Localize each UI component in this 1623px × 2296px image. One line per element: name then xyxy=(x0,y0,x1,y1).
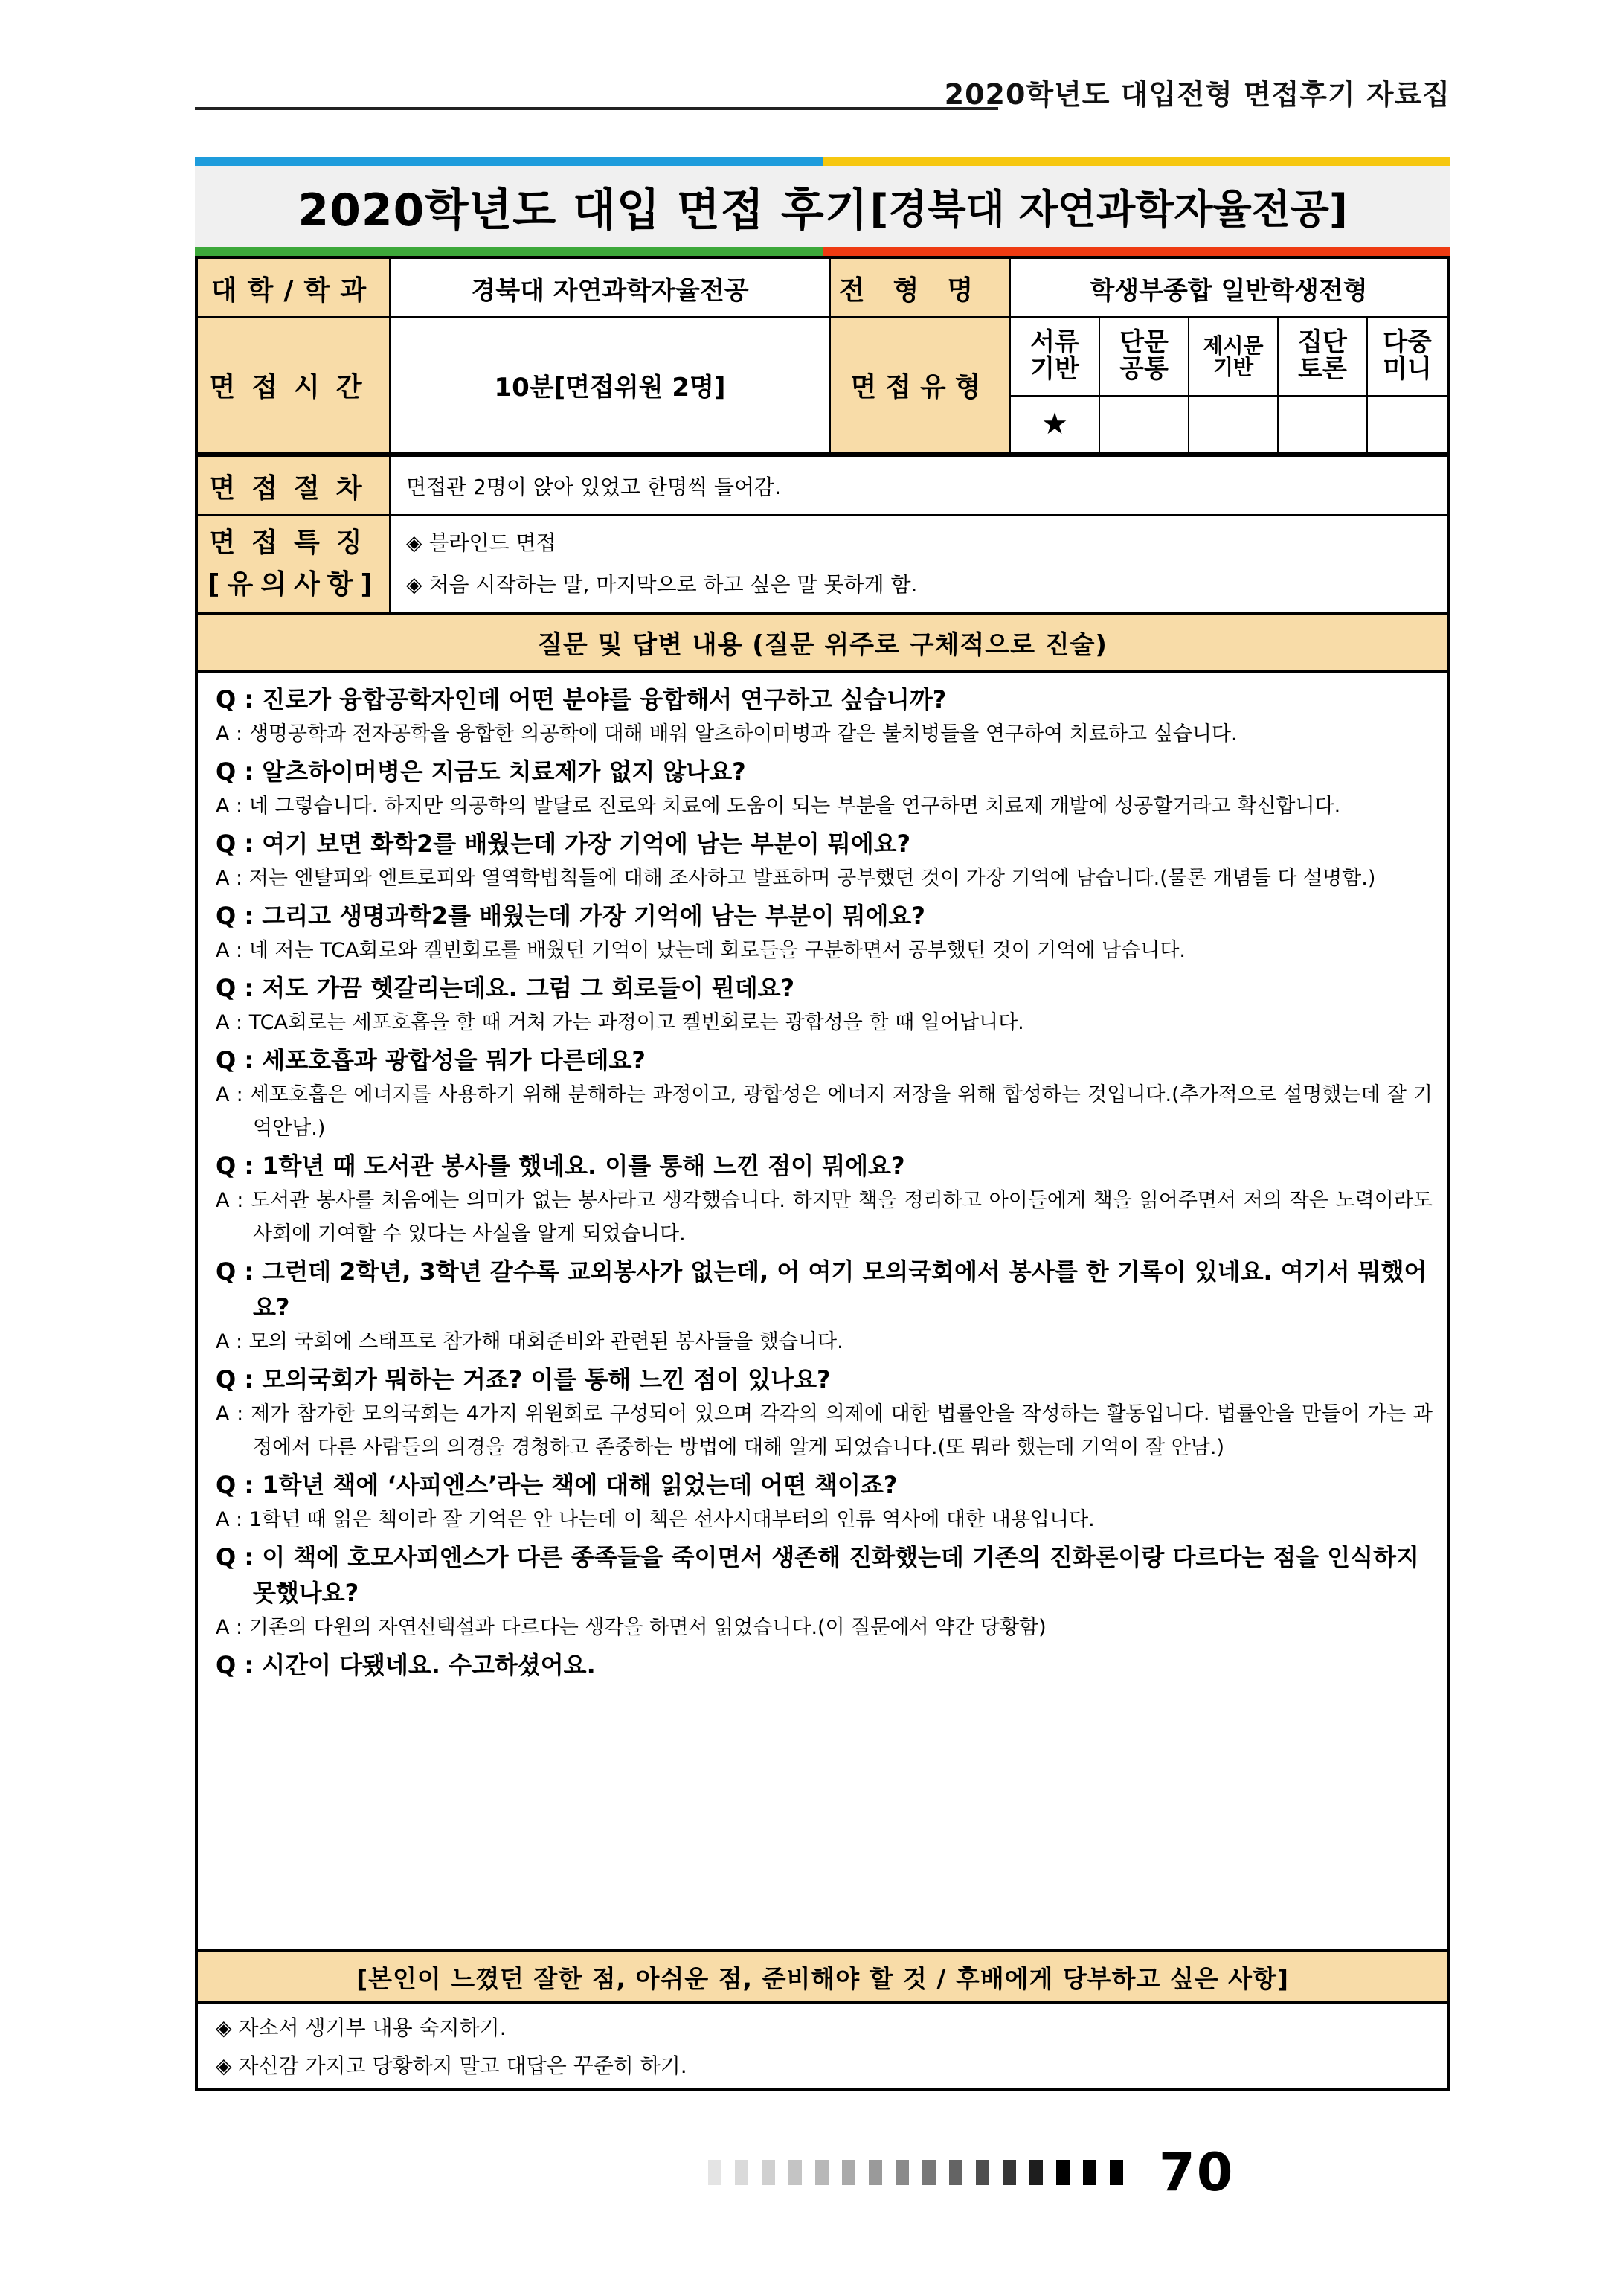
feature-item: ◈ 처음 시작하는 말, 마지막으로 하고 싶은 말 못하게 함. xyxy=(406,572,918,597)
time-label: 면접시간 xyxy=(198,317,390,452)
univ-value: 경북대 자연과학자율전공 xyxy=(471,275,749,306)
footer-square-icon xyxy=(922,2160,936,2185)
question: Q : 1학년 때 도서관 봉사를 했네요. 이를 통해 느낀 점이 뭐에요? xyxy=(216,1152,905,1180)
title-sub: [경북대 자연과학자율전공] xyxy=(870,186,1348,233)
type-multi-mini: 다중 미니 xyxy=(1383,327,1432,384)
tip-item: ◈ 자신감 가지고 당황하지 말고 대답은 꾸준히 하기. xyxy=(216,2053,687,2078)
type-mark-star-icon: ★ xyxy=(1041,407,1068,441)
tip-item: ◈ 자소서 생기부 내용 숙지하기. xyxy=(216,2016,507,2040)
footer-square-icon xyxy=(896,2160,909,2185)
running-header-text: 2020학년도 대입전형 면접후기 자료집 xyxy=(944,78,1450,111)
question: Q : 진로가 융합공학자인데 어떤 분야를 융합해서 연구하고 싶습니까? xyxy=(216,685,947,714)
question: Q : 그리고 생명과학2를 배웠는데 가장 기억에 남는 부분이 뭐에요? xyxy=(216,902,925,930)
title-banner xyxy=(195,157,1450,256)
grid-line xyxy=(829,259,831,452)
answer: A : 제가 참가한 모의국회는 4가지 위원회로 구성되어 있으며 각각의 의제에 대한 법률안을 작성하는 활동입니다. 법률안을 만들어 가는 과정에서 다른 사람들의 의경을 경청하고 존중하는 방법에 대해 알게 되었습니다.(또 뭐라 했는데 기억이 잘 안남.) xyxy=(216,1402,1433,1459)
grid-line xyxy=(1277,317,1279,452)
footer-square-icon xyxy=(735,2160,748,2185)
type-mark xyxy=(1278,396,1367,452)
feature-label xyxy=(198,515,390,613)
type-passage-based: 제시문 기반 xyxy=(1203,333,1264,379)
answer: A : TCA회로는 세포호흡을 할 때 거쳐 가는 과정이고 켈빈회로는 광합성을 할 때 일어납니다. xyxy=(216,1011,1024,1034)
feature-label-line2: [유의사항] xyxy=(207,569,380,600)
question: Q : 이 책에 호모사피엔스가 다른 종족들을 죽이면서 생존해 진화했는데 기존의 진화론이랑 다르다는 점을 인식하지 못했나요? xyxy=(216,1543,1419,1607)
type-document-based: 서류 기반 xyxy=(1030,327,1079,384)
type-short-common: 단문 공통 xyxy=(1119,327,1169,384)
answer: A : 1학년 때 읽은 책이라 잘 기억은 안 나는데 이 책은 선사시대부터의 인류 역사에 대한 내용입니다. xyxy=(216,1508,1095,1531)
footer-square-icon xyxy=(1003,2160,1016,2185)
banner-bar-yellow xyxy=(823,157,1450,166)
type-mark xyxy=(1367,396,1447,452)
title-main: 2020학년도 대입 면접 후기 xyxy=(298,184,869,237)
grid-line xyxy=(198,612,1447,615)
footer-square-icon xyxy=(842,2160,855,2185)
footer-square-icon xyxy=(1056,2160,1070,2185)
admission-value: 학생부종합 일반학생전형 xyxy=(1090,275,1368,306)
grid-line xyxy=(389,259,391,613)
grid-line xyxy=(1009,259,1011,452)
feature-cell xyxy=(390,515,1447,613)
question: Q : 1학년 책에 ‘사피엔스’라는 책에 대해 읽었는데 어떤 책이죠? xyxy=(216,1471,898,1499)
grid-line xyxy=(198,316,1447,318)
time-value: 10분[면접위원 2명] xyxy=(494,372,726,403)
question: Q : 모의국회가 뭐하는 거죠? 이를 통해 느낀 점이 있나요? xyxy=(216,1365,831,1394)
footer-square-icon xyxy=(1029,2160,1043,2185)
type-mark xyxy=(1189,396,1278,452)
type-label: 면접유형 xyxy=(830,317,1010,452)
grid-line xyxy=(1366,317,1368,452)
banner-bar-blue xyxy=(195,157,823,166)
qa-list xyxy=(216,679,1433,1683)
footer-square-icon xyxy=(1110,2160,1123,2185)
page-title xyxy=(195,166,1450,247)
answer: A : 도서관 봉사를 처음에는 의미가 없는 봉사라고 생각했습니다. 하지만 책을 정리하고 아이들에게 책을 읽어주면서 저의 작은 노력이라도 사회에 기여할 수 있다는 사실을 알게 되었습니다. xyxy=(216,1189,1433,1245)
admission-label: 전형명 xyxy=(830,259,1010,317)
banner-bar-green xyxy=(195,247,823,256)
feature-label-line1: 면접특징 xyxy=(209,527,379,558)
question: Q : 시간이 다됐네요. 수고하셨어요. xyxy=(216,1651,596,1679)
grid-line-thick xyxy=(198,452,1447,457)
procedure-label: 면접절차 xyxy=(198,457,390,515)
footer-square-icon xyxy=(869,2160,882,2185)
answer: A : 모의 국회에 스태프로 참가해 대회준비와 관련된 봉사들을 했습니다. xyxy=(216,1330,843,1353)
page-footer xyxy=(708,2143,1234,2202)
answer: A : 저는 엔탈피와 엔트로피와 열역학법칙들에 대해 조사하고 발표하며 공부했던 것이 가장 기억에 남습니다.(물론 개념들 다 설명함.) xyxy=(216,867,1376,890)
tips-list xyxy=(216,2009,1433,2085)
grid-line xyxy=(1099,317,1100,452)
grid-line xyxy=(198,514,1447,516)
interview-form xyxy=(195,256,1450,2091)
univ-label: 대학/학과 xyxy=(198,259,390,317)
footer-square-icon xyxy=(815,2160,829,2185)
question: Q : 여기 보면 화학2를 배웠는데 가장 기억에 남는 부분이 뭐에요? xyxy=(216,830,911,858)
question: Q : 세포호흡과 광합성을 뭐가 다른데요? xyxy=(216,1046,646,1074)
type-group-discussion: 집단 토론 xyxy=(1298,327,1347,384)
answer: A : 기존의 다윈의 자연선택설과 다르다는 생각을 하면서 읽었습니다.(이 질문에서 약간 당황함) xyxy=(216,1616,1047,1639)
type-mark xyxy=(1099,396,1189,452)
grid-line xyxy=(1188,317,1189,452)
answer: A : 세포호흡은 에너지를 사용하기 위해 분해하는 과정이고, 광합성은 에너지 저장을 위해 합성하는 것입니다.(추가적으로 설명했는데 잘 기억안남.) xyxy=(216,1083,1433,1140)
page-number: 70 xyxy=(1159,2142,1235,2203)
answer: A : 네 저는 TCA회로와 켈빈회로를 배웠던 기억이 났는데 회로들을 구분하면서 공부했던 것이 기억에 남습니다. xyxy=(216,939,1186,962)
feature-item: ◈ 블라인드 면접 xyxy=(406,530,556,555)
procedure-cell xyxy=(390,457,1447,515)
answer: A : 네 그렇습니다. 하지만 의공학의 발달로 진로와 치료에 도움이 되는 부분을 연구하면 치료제 개발에 성공할거라고 확신합니다. xyxy=(216,795,1341,818)
header-rule xyxy=(195,107,998,110)
running-header xyxy=(195,71,1450,113)
footer-square-icon xyxy=(976,2160,989,2185)
question: Q : 알츠하이머병은 지금도 치료제가 없지 않나요? xyxy=(216,757,746,786)
tips-header: [본인이 느꼈던 잘한 점, 아쉬운 점, 준비해야 할 것 / 후배에게 당부하고 싶은 사항] xyxy=(198,1951,1447,2003)
footer-square-icon xyxy=(1083,2160,1096,2185)
grid-line xyxy=(198,2001,1447,2004)
grid-line xyxy=(198,1949,1447,1952)
footer-square-icon xyxy=(708,2160,721,2185)
question: Q : 그런데 2학년, 3학년 갈수록 교외봉사가 없는데, 어 여기 모의국회에서 봉사를 한 기록이 있네요. 여기서 뭐했어요? xyxy=(216,1257,1427,1321)
procedure-value: 면접관 2명이 앉아 있었고 한명씩 들어감. xyxy=(406,475,781,499)
answer: A : 생명공학과 전자공학을 융합한 의공학에 대해 배워 알츠하이머병과 같은 불치병들을 연구하여 치료하고 싶습니다. xyxy=(216,722,1238,745)
footer-square-icon xyxy=(788,2160,802,2185)
grid-line xyxy=(1010,395,1447,397)
banner-bar-red xyxy=(823,247,1450,256)
grid-line xyxy=(198,670,1447,673)
footer-square-icon xyxy=(949,2160,962,2185)
qa-header: 질문 및 답변 내용 (질문 위주로 구체적으로 진술) xyxy=(198,613,1447,671)
footer-square-icon xyxy=(762,2160,775,2185)
question: Q : 저도 가끔 헷갈리는데요. 그럼 그 회로들이 뭔데요? xyxy=(216,974,795,1002)
